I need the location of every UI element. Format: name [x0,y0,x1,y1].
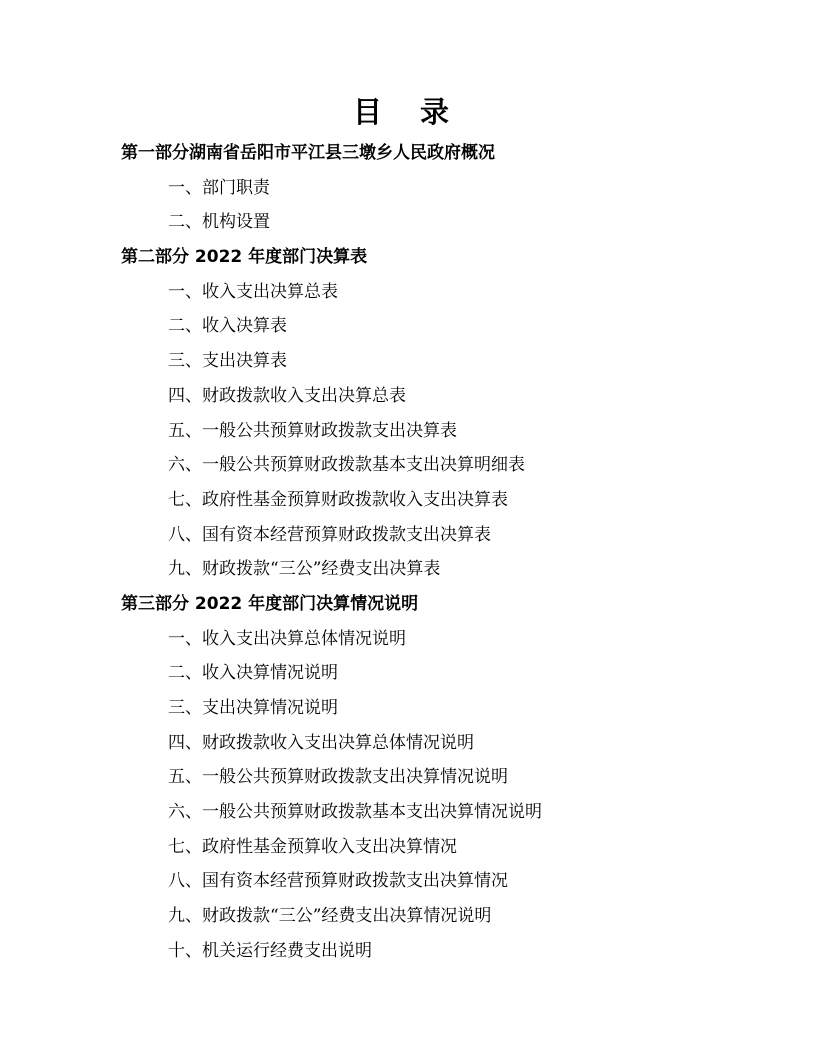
toc-item[interactable]: 一、收入支出决算总表 [168,281,338,302]
toc-item[interactable]: 十、机关运行经费支出说明 [168,940,372,961]
toc-section-part-1 [0,136,816,240]
toc-item[interactable]: 六、一般公共预算财政拨款基本支出决算明细表 [168,455,525,476]
toc-item[interactable]: 七、政府性基金预算收入支出决算情况 [168,836,457,857]
toc-item[interactable]: 五、一般公共预算财政拨款支出决算表 [168,420,457,441]
toc-item[interactable]: 四、财政拨款收入支出决算总体情况说明 [168,732,474,753]
toc-item[interactable]: 八、国有资本经营预算财政拨款支出决算表 [168,524,491,545]
section-heading[interactable]: 第三部分 2022 年度部门决算情况说明 [121,593,419,614]
table-of-contents [0,136,816,969]
toc-item[interactable]: 九、财政拨款“三公”经费支出决算情况说明 [168,906,492,927]
toc-item[interactable]: 二、机构设置 [168,212,270,233]
toc-item[interactable]: 一、收入支出决算总体情况说明 [168,628,406,649]
toc-item[interactable]: 八、国有资本经营预算财政拨款支出决算情况 [168,871,508,892]
toc-item[interactable]: 一、部门职责 [168,177,270,198]
toc-item[interactable]: 三、支出决算情况说明 [168,698,338,718]
toc-section-part-2 [0,240,816,587]
toc-item[interactable]: 七、政府性基金预算财政拨款收入支出决算表 [168,489,508,510]
toc-item[interactable]: 二、收入决算情况说明 [168,663,338,684]
toc-item[interactable]: 二、收入决算表 [168,316,287,337]
toc-item[interactable]: 九、财政拨款“三公”经费支出决算表 [168,559,441,580]
section-heading[interactable]: 第二部分 2022 年度部门决算表 [121,247,368,268]
toc-item[interactable]: 三、支出决算表 [168,351,287,372]
toc-item[interactable]: 四、财政拨款收入支出决算总表 [168,385,406,406]
toc-section-part-3 [0,587,816,969]
page-title: 目 录 [352,95,464,129]
toc-item[interactable]: 六、一般公共预算财政拨款基本支出决算情况说明 [168,802,542,823]
section-heading[interactable]: 第一部分湖南省岳阳市平江县三墩乡人民政府概况 [121,143,495,163]
toc-item[interactable]: 五、一般公共预算财政拨款支出决算情况说明 [168,767,508,788]
